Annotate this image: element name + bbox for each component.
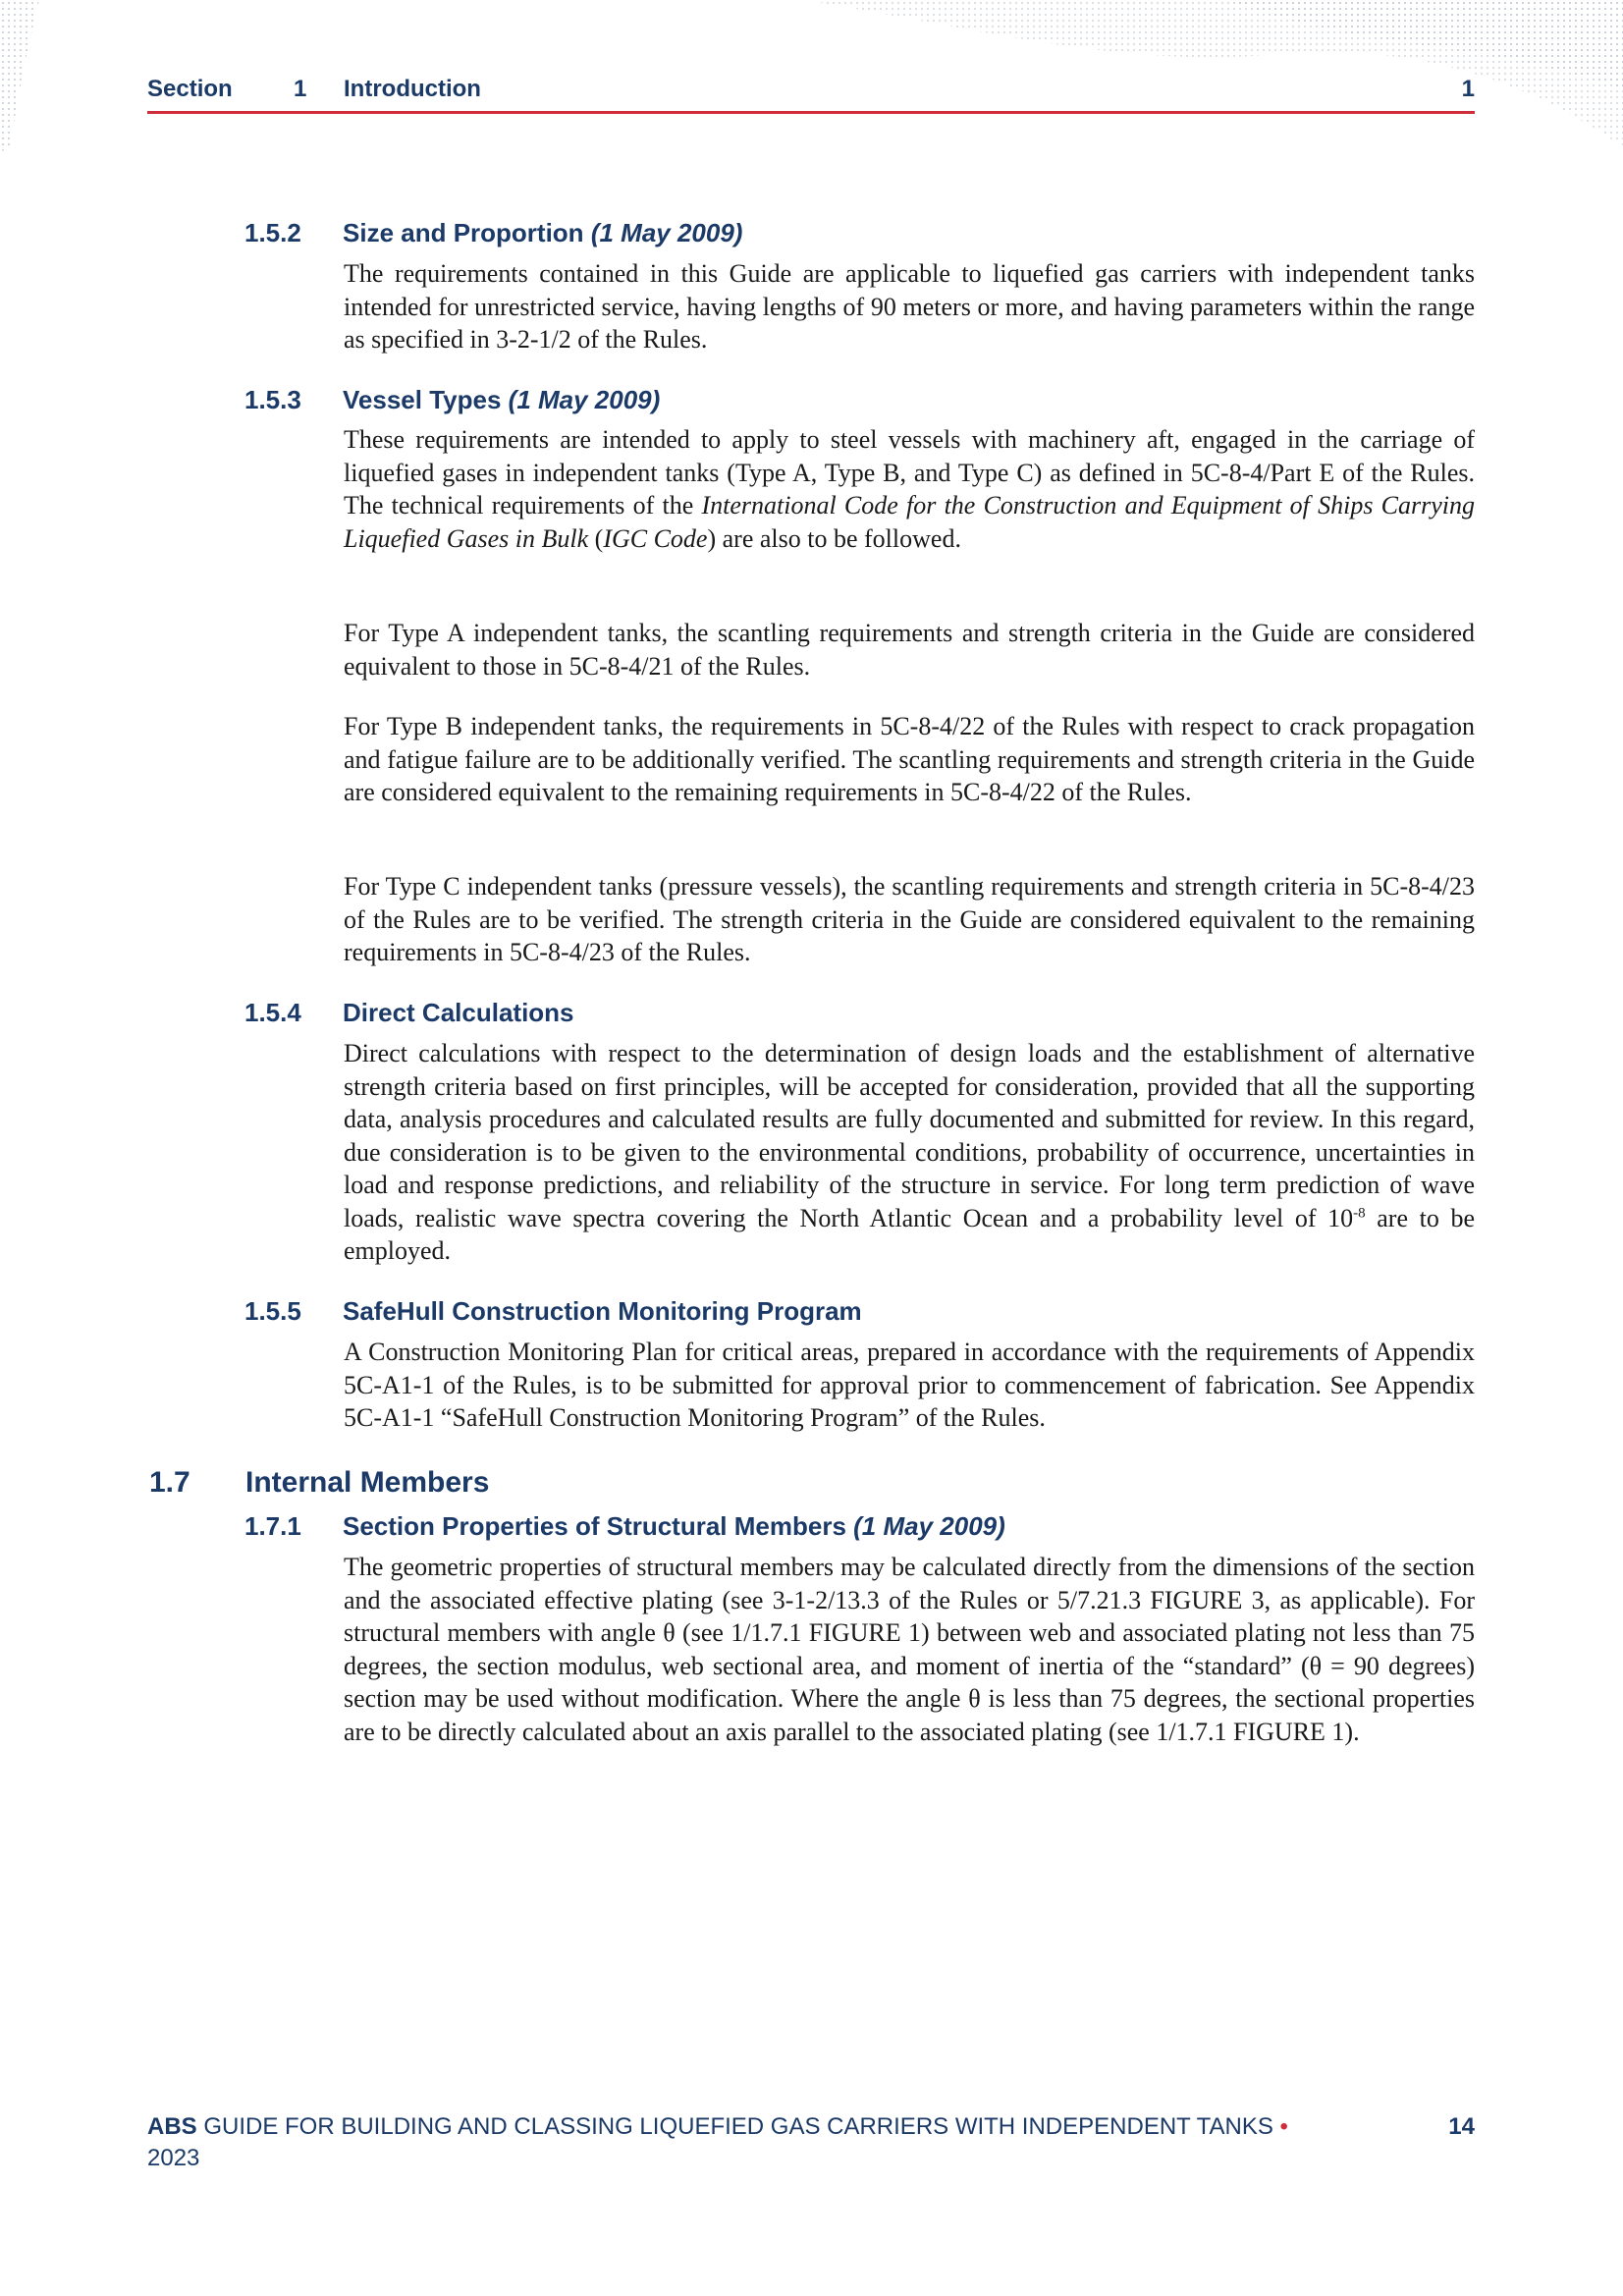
paragraph-type-a: For Type A independent tanks, the scantling requirements and strength criteria in the Guide are considered equivalent to those in 5C-8-4/21 of the Rules. [344, 619, 1475, 681]
heading-1-5-4 [244, 996, 574, 1029]
heading-1-7 [149, 1465, 490, 1501]
header-section-title: Introduction [344, 76, 481, 102]
running-header [147, 73, 1475, 112]
heading-title: Vessel Types [343, 385, 502, 414]
header-section-number: 1 [294, 76, 307, 102]
footer-year: 2023 [147, 2145, 200, 2171]
paragraph-type-b: For Type B independent tanks, the requirements in 5C-8-4/22 of the Rules with respect to crack propagation and fatigue failure are to be additionally verified. The scantling requirements and strength criteria in the Guide are considered equivalent to the remaining requirements in 5C-8-4/22 of the Rules. [344, 712, 1475, 806]
paragraph-type-c: For Type C independent tanks (pressure vessels), the scantling requirements and strength criteria in 5C-8-4/23 of the Rules are to be verified. The strength criteria in the Guide are considered equivalent to the remaining requirements in 5C-8-4/23 of the Rules. [344, 872, 1475, 966]
page-footer [147, 2111, 1475, 2174]
heading-title: SafeHull Construction Monitoring Program [343, 1296, 862, 1326]
paragraph-1-5-3-intro: These requirements are intended to apply to steel vessels with machinery aft, engaged in the carriage of liquefied gases in independent tanks (Type A, Type B, and Type C) as defined in 5C-8-4/Part E of the Rules. The technical requirements of the International Code for the Construction and Equipment of Ships Carrying Liquefied Gases in Bulk (IGC Code) are also to be followed. [344, 425, 1475, 553]
heading-title: Section Properties of Structural Members [343, 1511, 846, 1541]
heading-1-7-1 [244, 1509, 1005, 1543]
footer-title: GUIDE FOR BUILDING AND CLASSING LIQUEFIED GAS CARRIERS WITH INDEPENDENT TANKS [196, 2113, 1280, 2140]
heading-number: 1.7 [149, 1466, 190, 1499]
header-rule [147, 111, 1475, 114]
paragraph-1-7-1: The geometric properties of structural members may be calculated directly from the dimensions of the section and the associated effective plating (see 3-1-2/13.3 of the Rules or 5/7.21.3 FIGURE 3, as applicable). For structural members with angle θ (see 1/1.7.1 FIGURE 1) between web and associated plating not less than 75 degrees, the section modulus, web sectional area, and moment of inertia of the “standard” (θ = 90 degrees) section may be used without modification. Where the angle θ is less than 75 degrees, the sectional properties are to be directly calculated about an axis parallel to the associated plating (see 1/1.7.1 FIGURE 1). [344, 1553, 1475, 1746]
page-number: 14 [1448, 2113, 1475, 2140]
header-section-label: Section [147, 76, 233, 102]
header-page-ref: 1 [1461, 76, 1475, 102]
footer-bullet: • [1279, 2113, 1288, 2140]
heading-date: (1 May 2009) [508, 385, 661, 414]
heading-title: Size and Proportion [343, 218, 584, 247]
paragraph-1-5-4: Direct calculations with respect to the determination of design loads and the establishment of alternative strength criteria based on first principles, will be accepted for consideration, provided that all the supporting data, analysis procedures and calculated results are fully documented and submitted for review. In this regard, due consideration is to be given to the environmental conditions, probability of occurrence, uncertainties in load and response predictions, and reliability of the structure in service. For long term prediction of wave loads, realistic wave spectra covering the North Atlantic Ocean and a probability level of $10^{-8}$ are to be employed. [344, 1039, 1475, 1265]
paragraph-1-5-2: The requirements contained in this Guide are applicable to liquefied gas carriers with independent tanks intended for unrestricted service, having lengths of 90 meters or more, and having parameters within the range as specified in 3-2-1/2 of the Rules. [344, 259, 1475, 354]
heading-number: 1.5.3 [244, 385, 301, 414]
heading-number: 1.5.5 [244, 1296, 301, 1326]
heading-title: Internal Members [245, 1466, 490, 1499]
heading-number: 1.5.4 [244, 998, 301, 1027]
heading-number: 1.5.2 [244, 218, 301, 247]
paragraph-1-5-5: A Construction Monitoring Plan for critical areas, prepared in accordance with the requirements of Appendix 5C-A1-1 of the Rules, is to be submitted for approval prior to commencement of fabrication. See Appendix 5C-A1-1 “SafeHull Construction Monitoring Program” of the Rules. [344, 1338, 1475, 1432]
heading-number: 1.7.1 [244, 1511, 301, 1541]
heading-1-5-2 [244, 216, 743, 249]
heading-1-5-3 [244, 383, 661, 416]
heading-title: Direct Calculations [343, 998, 574, 1027]
heading-date: (1 May 2009) [590, 218, 743, 247]
heading-1-5-5 [244, 1294, 862, 1328]
heading-date: (1 May 2009) [853, 1511, 1005, 1541]
footer-brand: ABS [147, 2113, 197, 2140]
